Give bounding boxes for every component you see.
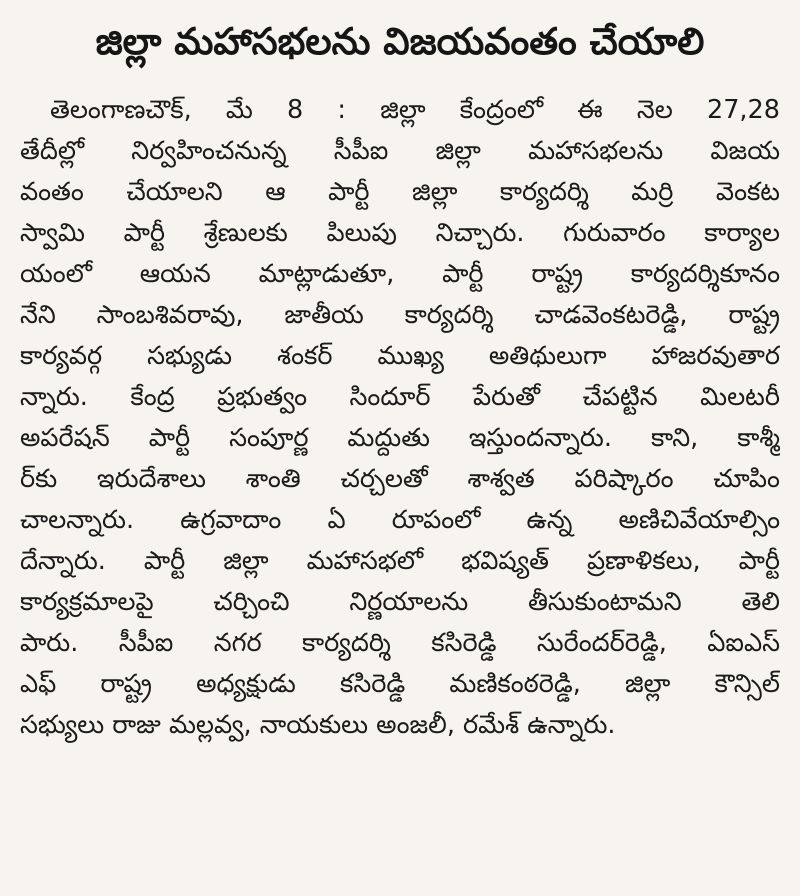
body-line: పారు. సీపీఐ నగర కార్యదర్శి కసిరెడ్డి సురేందర్‌రెడ్డి, ఏఐఎస్: [20, 628, 780, 658]
body-line: చాలన్నారు. ఉగ్రవాదాం ఏ రూపంలో ఉన్న అణిచివేయాల్సిం: [20, 505, 780, 535]
body-line: వంతం చేయాలని ఆ పార్టీ జిల్లా కార్యదర్శి మర్రి వెంకట: [20, 177, 780, 207]
body-line: కార్యక్రమాలపై చర్చించి నిర్ణయాలను తీసుకుంటామని తెలి: [20, 587, 780, 617]
body-line: దేన్నారు. పార్టీ జిల్లా మహాసభలో భవిష్యత్ ప్రణాళికలు, పార్టీ: [20, 546, 780, 576]
body-line: తెలంగాణచౌక్, మే 8 : జిల్లా కేంద్రంలో ఈ నెల 27,28: [50, 95, 780, 125]
headline: జిల్లా మహాసభలను విజయవంతం చేయాలి: [95, 20, 705, 63]
article-body: [20, 90, 780, 746]
body-line: న్నారు. కేంద్ర ప్రభుత్వం సిందూర్ పేరుతో చేపట్టిన మిలటరీ: [20, 382, 780, 412]
body-line: ర్‌కు ఇరుదేశాలు శాంతి చర్చలతో శాశ్వత పరిష్కారం చూపిం: [20, 464, 780, 494]
body-line: సభ్యులు రాజు మల్లవ్వ, నాయకులు అంజలీ, రమేశ్ ఉన్నారు.: [20, 710, 616, 740]
body-line: స్వామి పార్టీ శ్రేణులకు పిలుపు నిచ్చారు. గురువారం కార్యాల: [20, 218, 780, 248]
body-line: యంలో ఆయన మాట్లాడుతూ, పార్టీ రాష్ట్ర కార్యదర్శికూనం: [20, 259, 780, 289]
body-line: తేదీల్లో నిర్వహించనున్న సీపీఐ జిల్లా మహాసభలను విజయ: [20, 136, 780, 166]
body-line: ఎఫ్ రాష్ట్ర అధ్యక్షుడు కసిరెడ్డి మణికంఠరెడ్డి, జిల్లా కౌన్సిల్: [20, 669, 780, 699]
body-line: అపరేషన్ పార్టీ సంపూర్ణ మద్దుతు ఇస్తుందన్నారు. కాని, కాశ్మీ: [20, 423, 780, 453]
body-line: కార్యవర్గ సభ్యుడు శంకర్ ముఖ్య అతిథులుగా హాజరవుతార: [20, 341, 780, 371]
body-line: నేని సాంబశివరావు, జాతీయ కార్యదర్శి చాడవెంకటరెడ్డి, రాష్ట్ర: [20, 300, 780, 330]
